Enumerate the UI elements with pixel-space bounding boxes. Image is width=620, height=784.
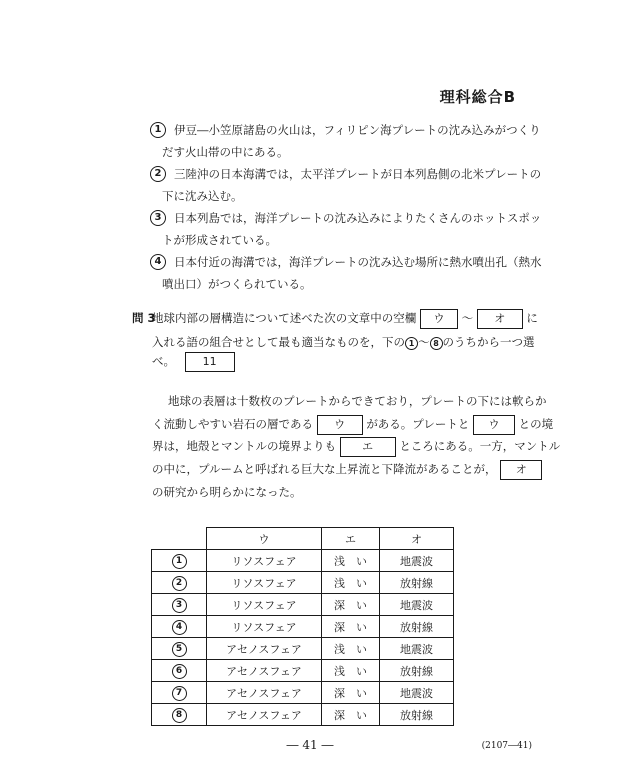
passage-text: 界は，地殻とマントルの境界よりも — [152, 439, 336, 453]
option-number-marker: 4 — [150, 254, 166, 270]
table-row — [152, 704, 454, 726]
question-line-1 — [152, 309, 538, 329]
passage-text: がある。プレートと — [366, 417, 470, 431]
page-number: ― 41 ― — [286, 738, 334, 752]
cell-o: 放射線 — [380, 704, 454, 726]
passage-text: との境 — [518, 417, 554, 431]
cell-u: リソスフェア — [207, 572, 322, 594]
cell-e: 深 い — [322, 594, 380, 616]
passage-line-3 — [152, 437, 560, 457]
option-number-marker: 2 — [150, 166, 166, 182]
blank-box-u: ウ — [420, 309, 458, 329]
blank-box-u: ウ — [473, 415, 515, 435]
row-number-cell — [152, 682, 207, 704]
option-item — [150, 119, 541, 163]
choice-tilde: ～ — [418, 335, 430, 349]
table-header-cell — [152, 528, 207, 550]
row-number-cell — [152, 638, 207, 660]
tilde: ～ — [461, 311, 474, 325]
option-text-line1: 日本付近の海溝では，海洋プレートの沈み込む場所に熱水噴出孔（熱水 — [174, 255, 542, 269]
cell-u: アセノスフェア — [207, 682, 322, 704]
row-number-cell — [152, 616, 207, 638]
cell-e: 浅 い — [322, 660, 380, 682]
row-number-cell — [152, 550, 207, 572]
row-number-marker: 7 — [172, 686, 187, 701]
passage-line-2 — [152, 415, 553, 435]
table-row — [152, 660, 454, 682]
row-number-cell — [152, 572, 207, 594]
row-number-marker: 4 — [172, 620, 187, 635]
table-header-cell: エ — [322, 528, 380, 550]
cell-o: 放射線 — [380, 660, 454, 682]
question-line-2 — [152, 334, 535, 350]
table-header-row — [152, 528, 454, 550]
cell-o: 地震波 — [380, 550, 454, 572]
table-row — [152, 638, 454, 660]
page-code: (2107―41) — [481, 741, 532, 751]
table-row — [152, 572, 454, 594]
option-item — [150, 251, 542, 295]
question-text-2a: 入れる語の組合せとして最も適当なものを，下の — [152, 335, 405, 349]
question-text-2b: のうちから一つ選 — [442, 335, 535, 349]
cell-o: 地震波 — [380, 594, 454, 616]
cell-o: 放射線 — [380, 616, 454, 638]
choice-last-marker: 8 — [430, 337, 443, 350]
passage-line-4 — [152, 460, 542, 480]
passage-line-1: 地球の表層は十数枚のプレートからできており，プレートの下には軟らか — [168, 394, 547, 408]
row-number-cell — [152, 660, 207, 682]
row-number-cell — [152, 594, 207, 616]
choice-first-marker: 1 — [405, 337, 418, 350]
question-text-3a: べ。 — [152, 354, 175, 368]
passage-text: く流動しやすい岩石の層である — [152, 417, 313, 431]
answer-choices-table — [151, 527, 454, 726]
question-text-1a: 地球内部の層構造について述べた次の文章中の空欄 — [152, 311, 417, 325]
option-text-line2: 噴出口）がつくられている。 — [162, 277, 312, 291]
option-text-line2: トが形成されている。 — [162, 233, 277, 247]
blank-box-e: エ — [340, 437, 396, 457]
row-number-cell — [152, 704, 207, 726]
cell-u: アセノスフェア — [207, 660, 322, 682]
option-text-line2: 下に沈み込む。 — [162, 189, 243, 203]
passage-line-5: の研究から明らかになった。 — [152, 485, 302, 499]
question-text-1b: に — [526, 311, 538, 325]
cell-u: リソスフェア — [207, 594, 322, 616]
cell-u: アセノスフェア — [207, 704, 322, 726]
page-subject-title: 理科総合B — [439, 88, 516, 106]
table-header-cell: オ — [380, 528, 454, 550]
option-number-marker: 1 — [150, 122, 166, 138]
option-number-marker: 3 — [150, 210, 166, 226]
table-row — [152, 550, 454, 572]
option-item — [150, 163, 542, 207]
row-number-marker: 5 — [172, 642, 187, 657]
option-item — [150, 207, 542, 251]
row-number-marker: 1 — [172, 554, 187, 569]
passage-text: の中に，プルームと呼ばれる巨大な上昇流と下降流があることが， — [152, 462, 497, 476]
option-text-line1: 伊豆―小笠原諸島の火山は，フィリピン海プレートの沈み込みがつくり — [174, 123, 541, 137]
cell-e: 浅 い — [322, 550, 380, 572]
cell-o: 地震波 — [380, 638, 454, 660]
table-row — [152, 682, 454, 704]
option-text-line1: 日本列島では，海洋プレートの沈み込みによりたくさんのホットスポッ — [174, 211, 542, 225]
row-number-marker: 6 — [172, 664, 187, 679]
cell-o: 地震波 — [380, 682, 454, 704]
answer-number-box: 11 — [185, 352, 235, 372]
cell-e: 浅 い — [322, 572, 380, 594]
question-line-3 — [152, 352, 235, 372]
row-number-marker: 2 — [172, 576, 187, 591]
option-text-line1: 三陸沖の日本海溝では，太平洋プレートが日本列島側の北米プレートの — [174, 167, 542, 181]
blank-box-u: ウ — [317, 415, 363, 435]
table-row — [152, 616, 454, 638]
cell-e: 浅 い — [322, 638, 380, 660]
table-row — [152, 594, 454, 616]
table-header-cell: ウ — [207, 528, 322, 550]
question-label: 問 3 — [132, 311, 156, 325]
cell-e: 深 い — [322, 616, 380, 638]
cell-u: リソスフェア — [207, 616, 322, 638]
cell-u: アセノスフェア — [207, 638, 322, 660]
blank-box-o: オ — [500, 460, 542, 480]
cell-o: 放射線 — [380, 572, 454, 594]
cell-e: 深 い — [322, 682, 380, 704]
option-text-line2: だす火山帯の中にある。 — [162, 145, 289, 159]
row-number-marker: 8 — [172, 708, 187, 723]
cell-e: 深 い — [322, 704, 380, 726]
passage-text: ところにある。一方，マントル — [399, 439, 561, 453]
cell-u: リソスフェア — [207, 550, 322, 572]
row-number-marker: 3 — [172, 598, 187, 613]
blank-box-o: オ — [477, 309, 523, 329]
